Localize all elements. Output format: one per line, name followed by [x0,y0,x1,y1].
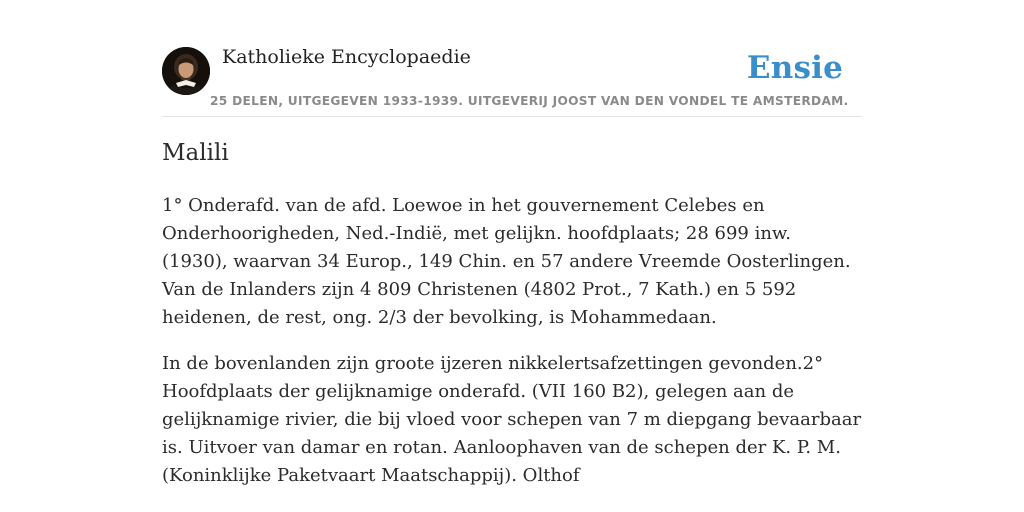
article-paragraph: In de bovenlanden zijn groote ijzeren nikkelertsafzettingen gevonden.2° Hoofdplaats der gelijknamige onderafd. (VII 160 B2), gelegen aan de gelijknamige rivier, die bij vloed voor schepen van 7 m diepgang bevaarbaar is. Uitvoer van damar en rotan. Aanloophaven van de schepen der K. P. M. (Koninklijke Paketvaart Maatschappij). Olthof [162,353,862,486]
source-header [162,0,862,117]
source-meta: 25 DELEN, UITGEGEVEN 1933-1939. UITGEVERIJ JOOST VAN DEN VONDEL TE AMSTERDAM. [210,94,849,108]
article-body [162,192,862,508]
source-avatar[interactable] [162,47,210,95]
source-title[interactable]: Katholieke Encyclopaedie [222,46,471,68]
portrait-icon [162,47,210,95]
article-paragraph: 1° Onderafd. van de afd. Loewoe in het gouvernement Celebes en Onderhoorigheden, Ned.-Indië, met gelijkn. hoofdplaats; 28 699 inw. (1930), waarvan 34 Europ., 149 Chin. en 57 andere Vreemde Oosterlingen. Van de Inlanders zijn 4 809 Christenen (4802 Prot., 7 Kath.) en 5 592 heidenen, de rest, ong. 2/3 der bevolking, is Mohammedaan. [162,195,851,328]
brand-logo[interactable]: Ensie [746,50,843,86]
page-container [162,0,862,486]
page-title: Malili [162,140,229,166]
